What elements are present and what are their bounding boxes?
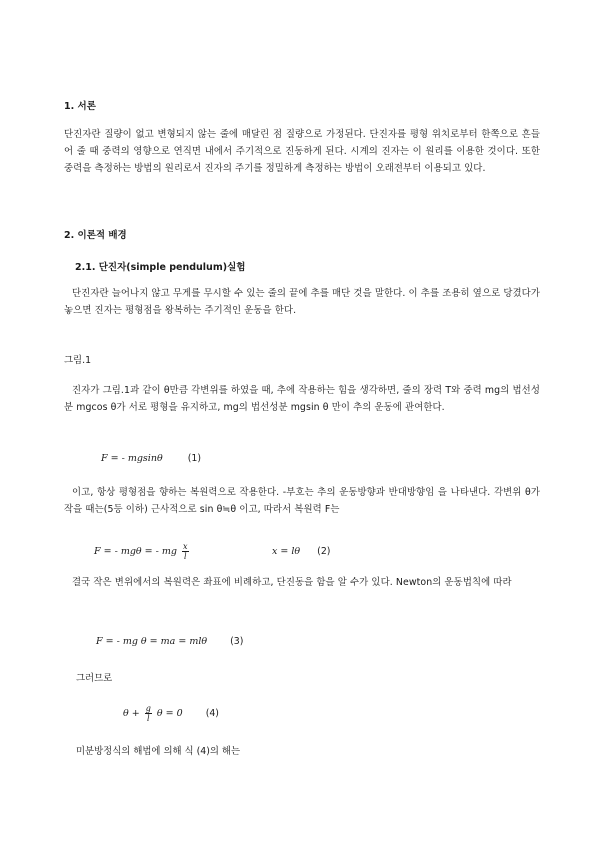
equation-4-right: θ = 0 bbox=[156, 708, 183, 719]
equation-2-right: x = lθ bbox=[272, 546, 301, 557]
equation-2-left: F = - mgθ = - mg bbox=[94, 546, 177, 557]
equation-4-fraction-numerator: g bbox=[145, 704, 151, 713]
equation-3 bbox=[96, 636, 243, 647]
equation-2-fraction bbox=[182, 542, 189, 561]
equation-4 bbox=[123, 704, 219, 723]
restoring-force-paragraph: 이고, 항상 평형점을 향하는 복원력으로 작용한다. -부호는 추의 운동방향과 반대방향임 을 나타낸다. 각변위 θ가 작을 때는(5등 이하) 근사적으로 sin θ≒θ 이고, 따라서 복원력 F는 bbox=[64, 487, 540, 515]
equation-1-number: (1) bbox=[187, 453, 201, 464]
equation-2-fraction-numerator: x bbox=[182, 542, 188, 551]
pendulum-definition-paragraph: 단진자란 늘어나지 않고 무게를 무시할 수 있는 줄의 끝에 추를 매단 것을 말한다. 이 추를 조용히 옆으로 당겼다가 놓으면 진자는 평형점을 왕복하는 주기적인 운동을 한다. bbox=[64, 288, 540, 316]
equation-1 bbox=[101, 453, 201, 464]
equation-2-fraction-denominator: l bbox=[183, 552, 187, 561]
equation-4-left: θ + bbox=[123, 708, 140, 719]
equation-3-number: (3) bbox=[230, 636, 244, 647]
equation-2-relation bbox=[272, 546, 330, 557]
equation-4-fraction bbox=[145, 704, 152, 723]
newton-paragraph: 결국 작은 변위에서의 복원력은 좌표에 비례하고, 단진동을 함을 알 수가 있다. Newton의 운동법칙에 따라 bbox=[72, 577, 512, 588]
equation-2 bbox=[94, 542, 191, 561]
section-1-heading: 1. 서론 bbox=[64, 101, 96, 112]
equation-4-number: (4) bbox=[205, 708, 219, 719]
therefore-text: 그러므로 bbox=[76, 673, 113, 684]
forces-paragraph: 진자가 그림.1과 같이 θ만큼 각변위를 하였을 때, 추에 작용하는 힘을 생각하면, 줄의 장력 T와 중력 mg의 법선성분 mgcos θ가 서로 평형을 유지하고, mg의 법선성분 mgsin θ 만이 추의 운동에 관여한다. bbox=[64, 385, 540, 413]
equation-2-number: (2) bbox=[317, 546, 331, 557]
equation-3-expression: F = - mg θ = ma = mlθ bbox=[96, 636, 208, 647]
section-1-paragraph: 단진자란 질량이 없고 변형되지 않는 줄에 매달린 점 질량으로 가정된다. 단진자를 평형 위치로부터 한쪽으로 흔들어 줄 때 중력의 영향으로 연직면 내에서 주기적으로 진동하게 된다. 시계의 진자는 이 원리를 이용한 것이다. 또한 중력을 측정하는 방법의 원리로서 진자의 주기를 정밀하게 측정하는 방법이 오래전부터 이용되고 있다. bbox=[64, 129, 540, 174]
equation-4-fraction-denominator: l bbox=[147, 714, 150, 723]
section-2-1-subheading: 2.1. 단진자(simple pendulum)실험 bbox=[75, 262, 246, 273]
figure-label: 그림.1 bbox=[64, 355, 92, 366]
solution-text: 미분방정식의 해법에 의해 식 (4)의 해는 bbox=[76, 746, 241, 757]
equation-1-expression: F = - mgsinθ bbox=[101, 453, 163, 464]
section-2-heading: 2. 이론적 배경 bbox=[64, 230, 127, 241]
